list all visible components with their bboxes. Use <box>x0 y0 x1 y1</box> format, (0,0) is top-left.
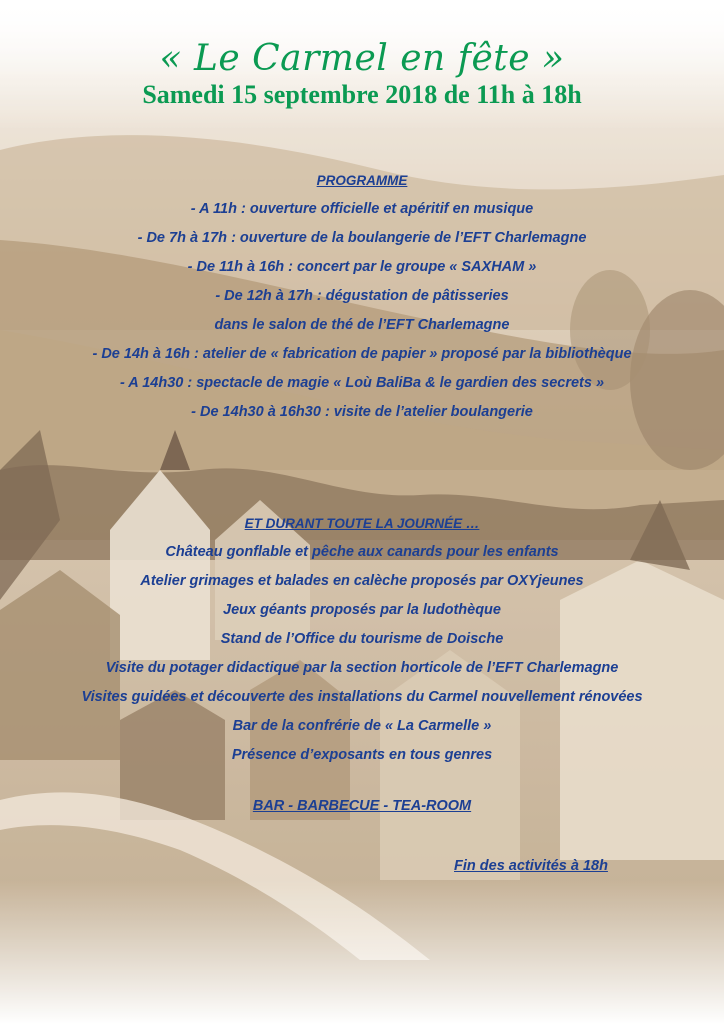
journee-item: Stand de l’Office du tourisme de Doische <box>220 631 504 647</box>
bar-barbecue-tearoom: BAR - BARBECUE - TEA-ROOM <box>252 798 472 814</box>
journee-item: Visites guidées et découverte des installations du Carmel nouvellement rénovées <box>81 689 643 705</box>
end-of-activities: Fin des activités à 18h <box>454 858 608 874</box>
programme-item: - A 11h : ouverture officielle et apéritif en musique <box>190 201 534 217</box>
programme-item: - De 7h à 17h : ouverture de la boulangerie de l’EFT Charlemagne <box>137 230 587 246</box>
programme-heading: PROGRAMME <box>316 173 408 188</box>
journee-item: Atelier grimages et balades en calèche proposés par OXYjeunes <box>140 573 584 589</box>
journee-item: Visite du potager didactique par la section horticole de l’EFT Charlemagne <box>105 660 619 676</box>
programme-item: - De 12h à 17h : dégustation de pâtisseries <box>215 288 509 304</box>
programme-item: - A 14h30 : spectacle de magie « Loù BaliBa & le gardien des secrets » <box>119 375 605 391</box>
journee-heading: ET DURANT TOUTE LA JOURNÉE … <box>244 516 480 531</box>
journee-item: Château gonflable et pêche aux canards pour les enfants <box>165 544 559 560</box>
poster-date: Samedi 15 septembre 2018 de 11h à 18h <box>142 80 582 109</box>
journee-item: Présence d’exposants en tous genres <box>231 747 493 763</box>
programme-section <box>0 166 724 427</box>
journee-item: Bar de la confrérie de « La Carmelle » <box>232 718 492 734</box>
programme-item: - De 14h30 à 16h30 : visite de l’atelier boulangerie <box>191 404 533 420</box>
journee-item: Jeux géants proposés par la ludothèque <box>223 602 501 618</box>
programme-item: dans le salon de thé de l’EFT Charlemagne <box>214 317 510 333</box>
poster-title: « Le Carmel en fête » <box>159 38 565 79</box>
programme-item: - De 11h à 16h : concert par le groupe « SAXHAM » <box>187 259 537 275</box>
journee-section <box>0 509 724 770</box>
programme-item: - De 14h à 16h : atelier de « fabrication de papier » proposé par la bibliothèque <box>92 346 632 362</box>
